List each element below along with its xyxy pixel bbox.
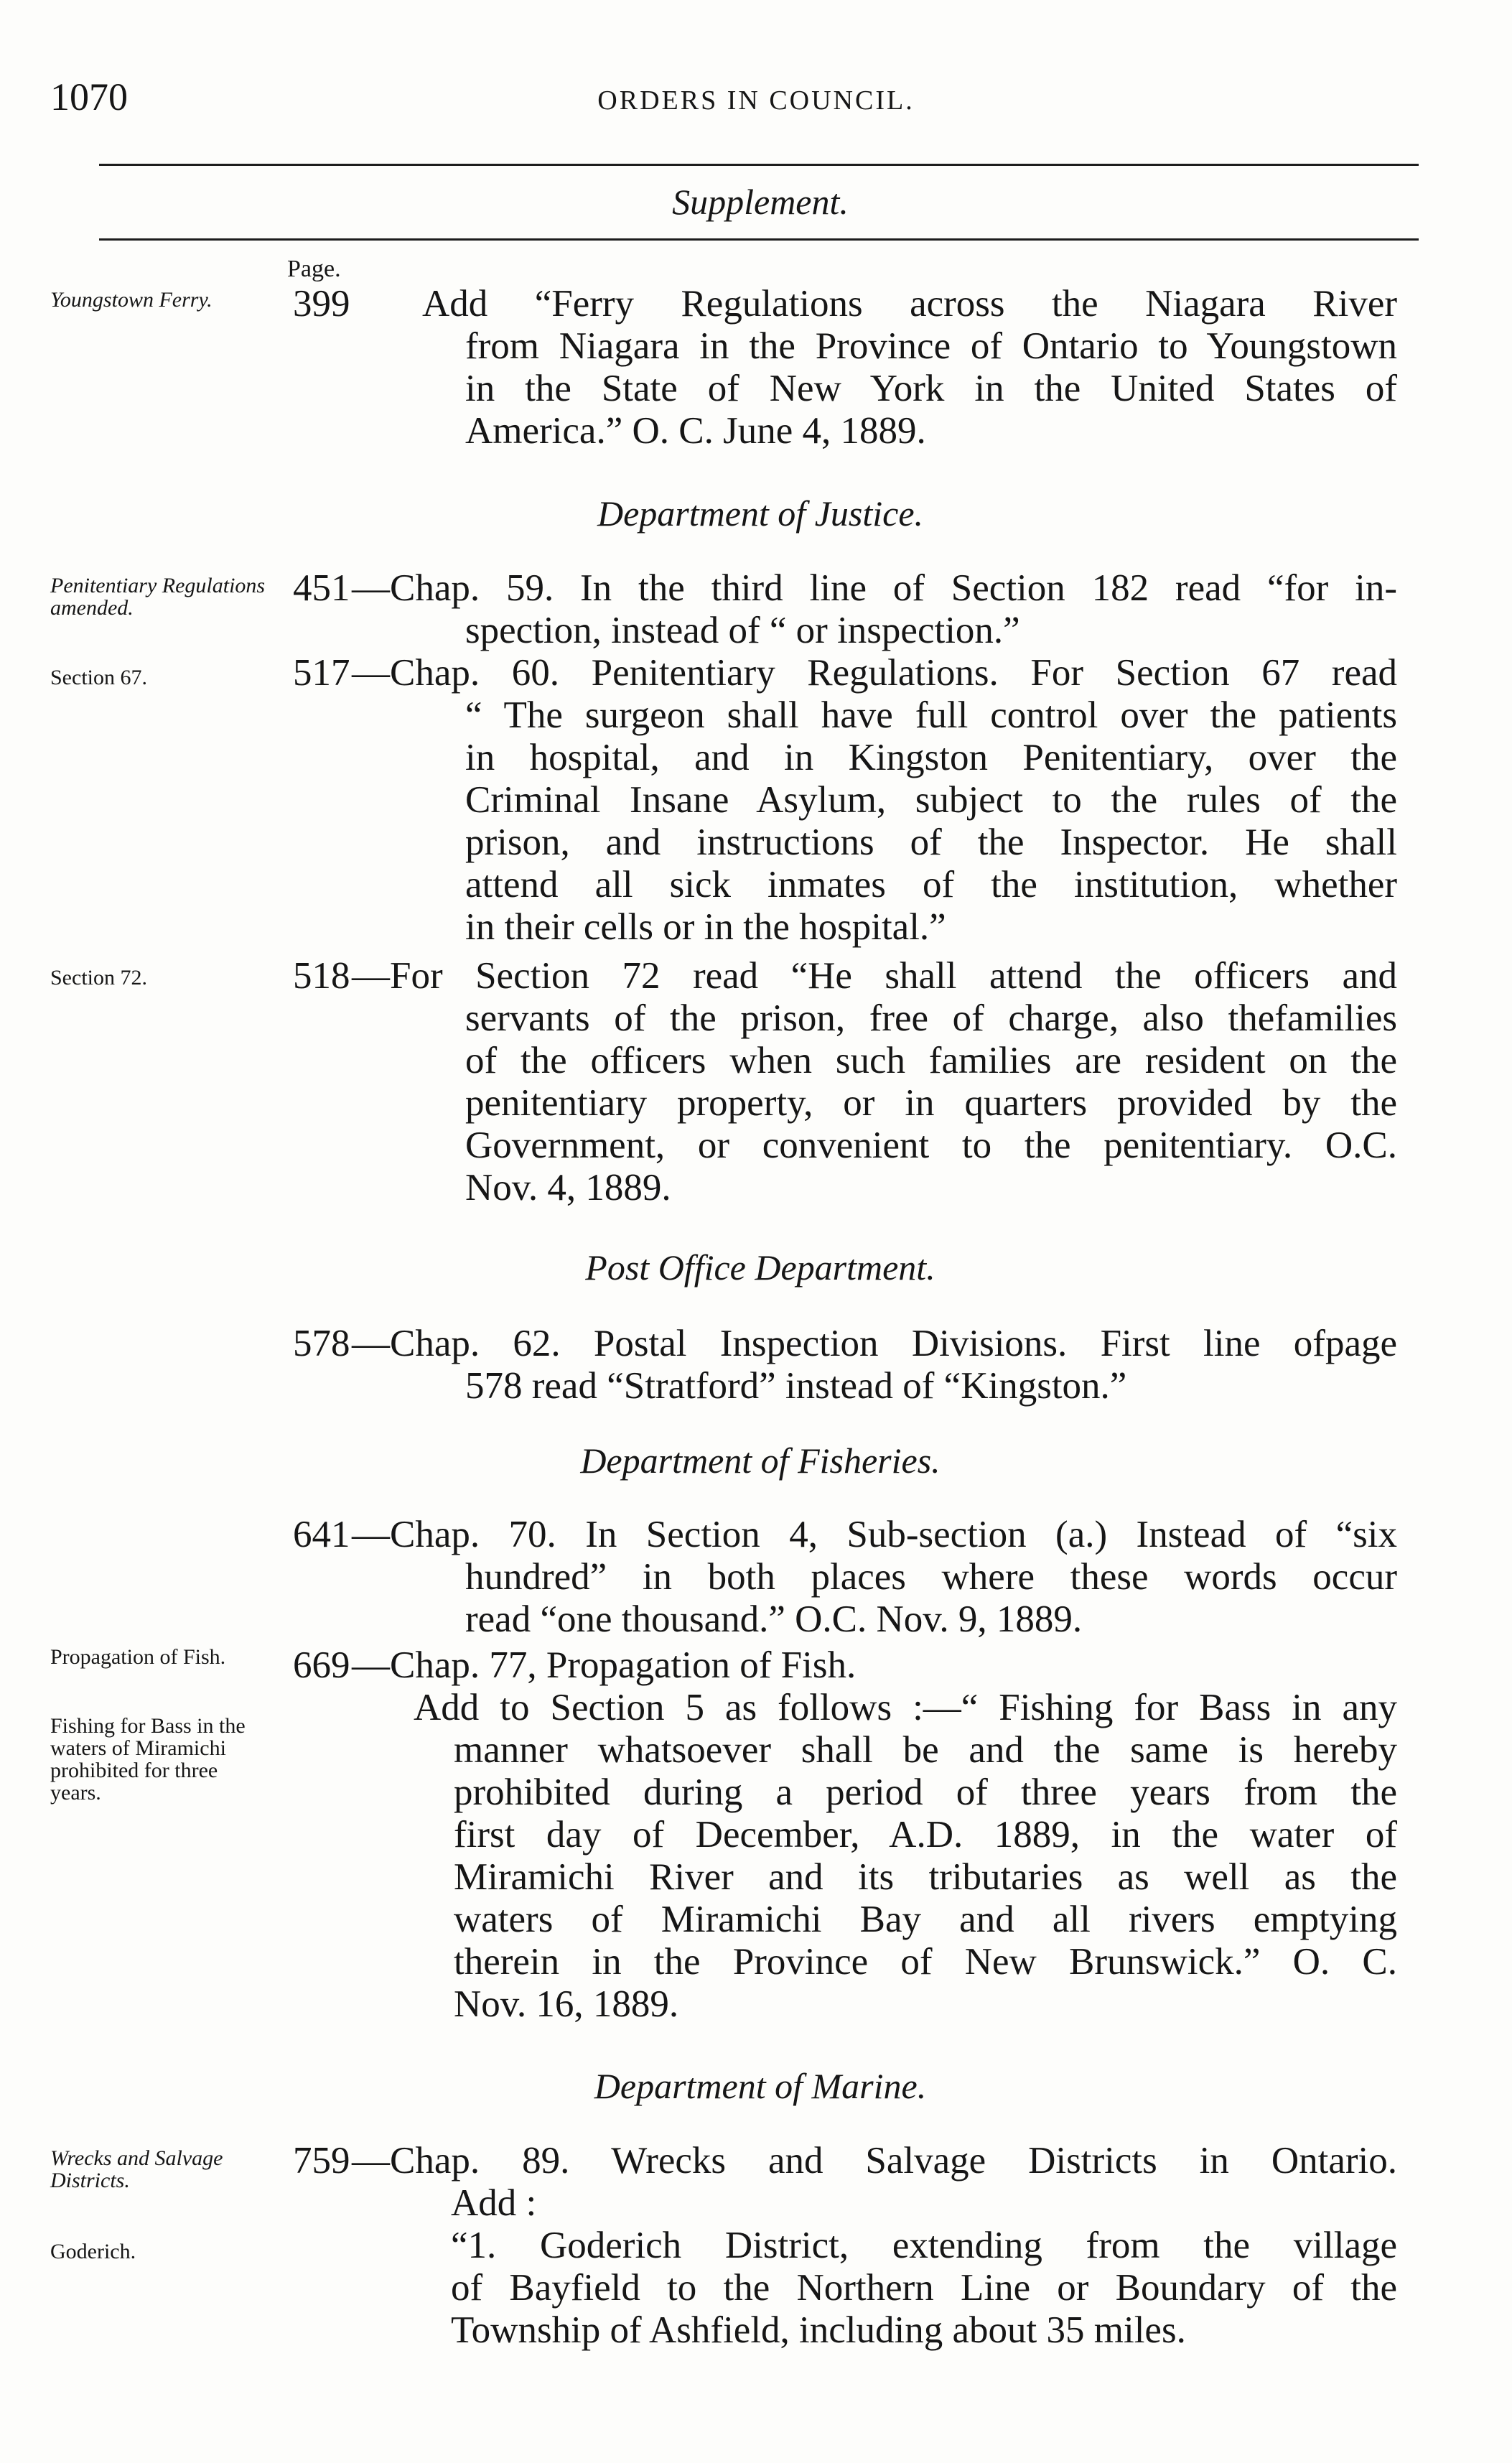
entry-line: in their cells or in the hospital.”	[465, 906, 946, 948]
entry-line: 578 read “Stratford” instead of “Kingston.”	[465, 1365, 1127, 1407]
entry-line: Add :	[451, 2182, 537, 2224]
entry-line: “1. Goderich District, extending from the village	[451, 2225, 1397, 2266]
entry-line: hundred” in both places where these words occur	[465, 1556, 1397, 1598]
entry-line: manner whatsoever shall be and the same is hereby	[454, 1729, 1397, 1771]
entry-line: in the State of New York in the United States of	[465, 368, 1397, 409]
entry-line: servants of the prison, free of charge, also thefamilies	[465, 997, 1397, 1039]
entry-line: prison, and instructions of the Inspector. He shall	[465, 821, 1397, 863]
entry-line: Government, or convenient to the penitentiary. O.C.	[465, 1125, 1397, 1166]
entry-line: Nov. 16, 1889.	[454, 1983, 679, 2025]
entry-line: —For Section 72 read “He shall attend the officers and	[352, 955, 1397, 997]
side-note-section-67: Section 67.	[50, 666, 147, 689]
side-note-propagation: Propagation of Fish.	[50, 1645, 226, 1669]
entry-line: spection, instead of “ or inspection.”	[465, 610, 1020, 651]
entry-line: of Bayfield to the Northern Line or Boundary of the	[451, 2267, 1397, 2309]
entry-number: 669	[293, 1644, 350, 1686]
entry-line: penitentiary property, or in quarters provided by the	[465, 1082, 1397, 1124]
entry-number: 641	[293, 1514, 350, 1555]
entry-line: —Chap. 59. In the third line of Section 182 read “for in-	[352, 567, 1397, 609]
entry-number: 451	[293, 567, 350, 609]
entry-line: America.” O. C. June 4, 1889.	[465, 410, 926, 452]
entry-line: Miramichi River and its tributaries as well as the	[454, 1856, 1397, 1898]
supplement-heading: Supplement.	[672, 182, 849, 222]
side-note-youngstown: Youngstown Ferry.	[50, 288, 213, 312]
entry-line: of the officers when such families are resident on the	[465, 1040, 1397, 1081]
entry-number: 399	[293, 283, 350, 325]
entry-line: from Niagara in the Province of Ontario to Youngstown	[465, 325, 1397, 367]
entry-number: 759	[293, 2140, 350, 2182]
entry-line: therein in the Province of New Brunswick.” O. C.	[454, 1941, 1397, 1983]
entry-line: first day of December, A.D. 1889, in the water of	[454, 1814, 1397, 1856]
entry-line: —Chap. 89. Wrecks and Salvage Districts in Ontario.	[352, 2140, 1397, 2182]
entry-line: —Chap. 77, Propagation of Fish.	[352, 1644, 857, 1686]
entry-line: —Chap. 60. Penitentiary Regulations. For Section 67 read	[352, 652, 1397, 694]
entry-number: 518	[293, 955, 350, 997]
header-rule	[99, 164, 1419, 166]
side-note-penitentiary: Penitentiary Regulations amended.	[50, 574, 266, 620]
side-note-wrecks: Wrecks and Salvage Districts.	[50, 2146, 223, 2192]
supplement-rule	[99, 238, 1419, 241]
justice-heading: Department of Justice.	[597, 493, 924, 534]
entry-line: Add “Ferry Regulations across the Niagara River	[422, 283, 1397, 325]
entry-line: —Chap. 70. In Section 4, Sub-section (a.) Instead of “six	[352, 1514, 1397, 1555]
entry-line: prohibited during a period of three years from the	[454, 1771, 1397, 1813]
entry-number: 517	[293, 652, 350, 694]
entry-line: “ The surgeon shall have full control over the patients	[465, 694, 1397, 736]
entry-number: 578	[293, 1323, 350, 1364]
entry-line: read “one thousand.” O.C. Nov. 9, 1889.	[465, 1598, 1083, 1640]
entry-line: in hospital, and in Kingston Penitentiary, over the	[465, 737, 1397, 778]
entry-line: —Chap. 62. Postal Inspection Divisions. First line ofpage	[352, 1323, 1397, 1364]
entry-line: Nov. 4, 1889.	[465, 1167, 671, 1209]
page-number: 1070	[50, 75, 128, 118]
running-title: ORDERS IN COUNCIL.	[597, 85, 915, 116]
entry-line: Add to Section 5 as follows :—“ Fishing for Bass in any	[414, 1687, 1397, 1728]
entry-line: waters of Miramichi Bay and all rivers emptying	[454, 1899, 1397, 1940]
fisheries-heading: Department of Fisheries.	[580, 1440, 941, 1481]
post-office-heading: Post Office Department.	[585, 1247, 935, 1288]
entry-line: attend all sick inmates of the institution, whether	[465, 864, 1397, 905]
side-note-section-72: Section 72.	[50, 966, 147, 990]
page-column-label: Page.	[287, 256, 341, 282]
entry-line: Township of Ashfield, including about 35 miles.	[451, 2309, 1186, 2351]
entry-line: Criminal Insane Asylum, subject to the rules of the	[465, 779, 1397, 821]
side-note-goderich: Goderich.	[50, 2240, 136, 2263]
marine-heading: Department of Marine.	[594, 2066, 927, 2106]
side-note-bass-fishing: Fishing for Bass in the waters of Miramichi prohibited for three years.	[50, 1714, 246, 1805]
